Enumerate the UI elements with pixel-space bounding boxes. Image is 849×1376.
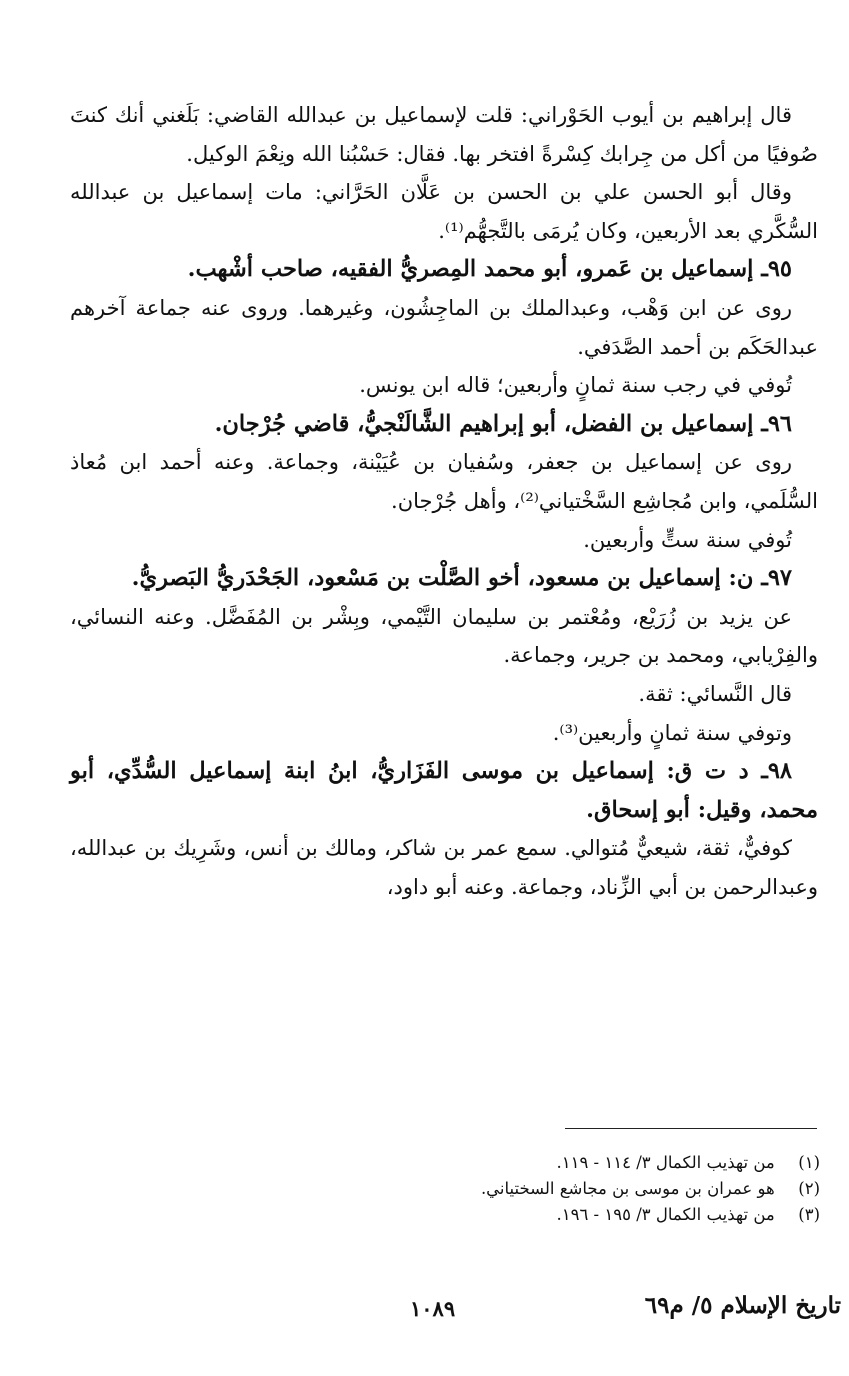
paragraph: روى عن إسماعيل بن جعفر، وسُفيان بن عُيَيْنة، وجماعة. وعنه أحمد ابن مُعاذ السُّلَمي، وابن مُجاشِع السَّخْتياني⁽²⁾، وأهل جُرْجان. <box>70 450 818 513</box>
footnote <box>300 1150 820 1176</box>
entry-heading-98: ٩٨ـ د ت ق: إسماعيل بن موسى الفَزَاريُّ، ابنُ ابنة إسماعيل السُّدِّي، أبو محمد، وقيل: أبو إسحاق. <box>70 758 818 823</box>
footnote-number: (١) <box>798 1153 820 1172</box>
footnotes <box>300 1150 820 1228</box>
entry-heading-95: ٩٥ـ إسماعيل بن عَمرو، أبو محمد المِصريُّ الفقيه، صاحب أشْهب. <box>187 256 792 283</box>
entry-heading-97: ٩٧ـ ن: إسماعيل بن مسعود، أخو الصَّلْت بن مَسْعود، الجَحْدَريُّ البَصريُّ. <box>131 565 792 592</box>
entry-heading-96: ٩٦ـ إسماعيل بن الفضل، أبو إبراهيم الشَّالَنْجيُّ، قاضي جُرْجان. <box>214 410 792 437</box>
paragraph: روى عن ابن وَهْب، وعبدالملك بن الماجِشُون، وغيرهما. وروى عنه جماعة آخرهم عبدالحَكَم بن أحمد الصَّدَفي. <box>70 295 818 359</box>
paragraph: كوفيٌّ، ثقة، شيعيٌّ مُتوالي. سمع عمر بن شاكر، ومالك بن أنس، وشَرِيك بن عبدالله، وعبدالرحمن بن أبي الزِّناد، وجماعة. وعنه أبو داود، <box>70 836 818 899</box>
paragraph: وتوفي سنة ثمانٍ وأربعين⁽³⁾. <box>552 720 792 745</box>
footnote <box>300 1202 820 1228</box>
footnote-text: من تهذيب الكمال ٣/ ١١٤ - ١١٩. <box>556 1153 775 1172</box>
footnote-number: (٢) <box>798 1179 820 1198</box>
paragraph: قال النَّسائي: ثقة. <box>638 681 792 706</box>
paragraph: عن يزيد بن زُرَيْع، ومُعْتمر بن سليمان التَّيْمي، وبِشْر بن المُفَضَّل. وعنه النسائي، والفِرْيابي، ومحمد بن جرير، وجماعة. <box>70 604 818 668</box>
main-text <box>70 96 818 906</box>
paragraph: تُوفي سنة ستٍّ وأربعين. <box>583 527 792 552</box>
paragraph: تُوفي في رجب سنة ثمانٍ وأربعين؛ قاله ابن يونس. <box>359 373 792 398</box>
page-number: ١٠٨٩ <box>410 1296 456 1321</box>
footnote-text: هو عمران بن موسى بن مجاشع السختياني. <box>480 1179 775 1198</box>
running-title: تاريخ الإسلام ٥/ م٦٩ <box>644 1292 841 1319</box>
footnote-text: من تهذيب الكمال ٣/ ١٩٥ - ١٩٦. <box>556 1205 775 1224</box>
paragraph: قال إبراهيم بن أيوب الحَوْراني: قلت لإسماعيل بن عبدالله القاضي: بَلَغني أنك كنتَ صُوفيًا من أكل من جِرابك كِسْرةً افتخر بها. فقال: حَسْبُنا الله ونِعْمَ الوكيل. <box>70 103 818 166</box>
footnote-number: (٣) <box>798 1205 820 1224</box>
paragraph: وقال أبو الحسن علي بن الحسن بن عَلَّان الحَرَّاني: مات إسماعيل بن عبدالله السُّكَّري بعد الأربعين، وكان يُرمَى بالتَّجهُّم⁽¹⁾. <box>70 180 818 243</box>
footnote-divider <box>565 1128 817 1129</box>
footnote <box>300 1176 820 1202</box>
